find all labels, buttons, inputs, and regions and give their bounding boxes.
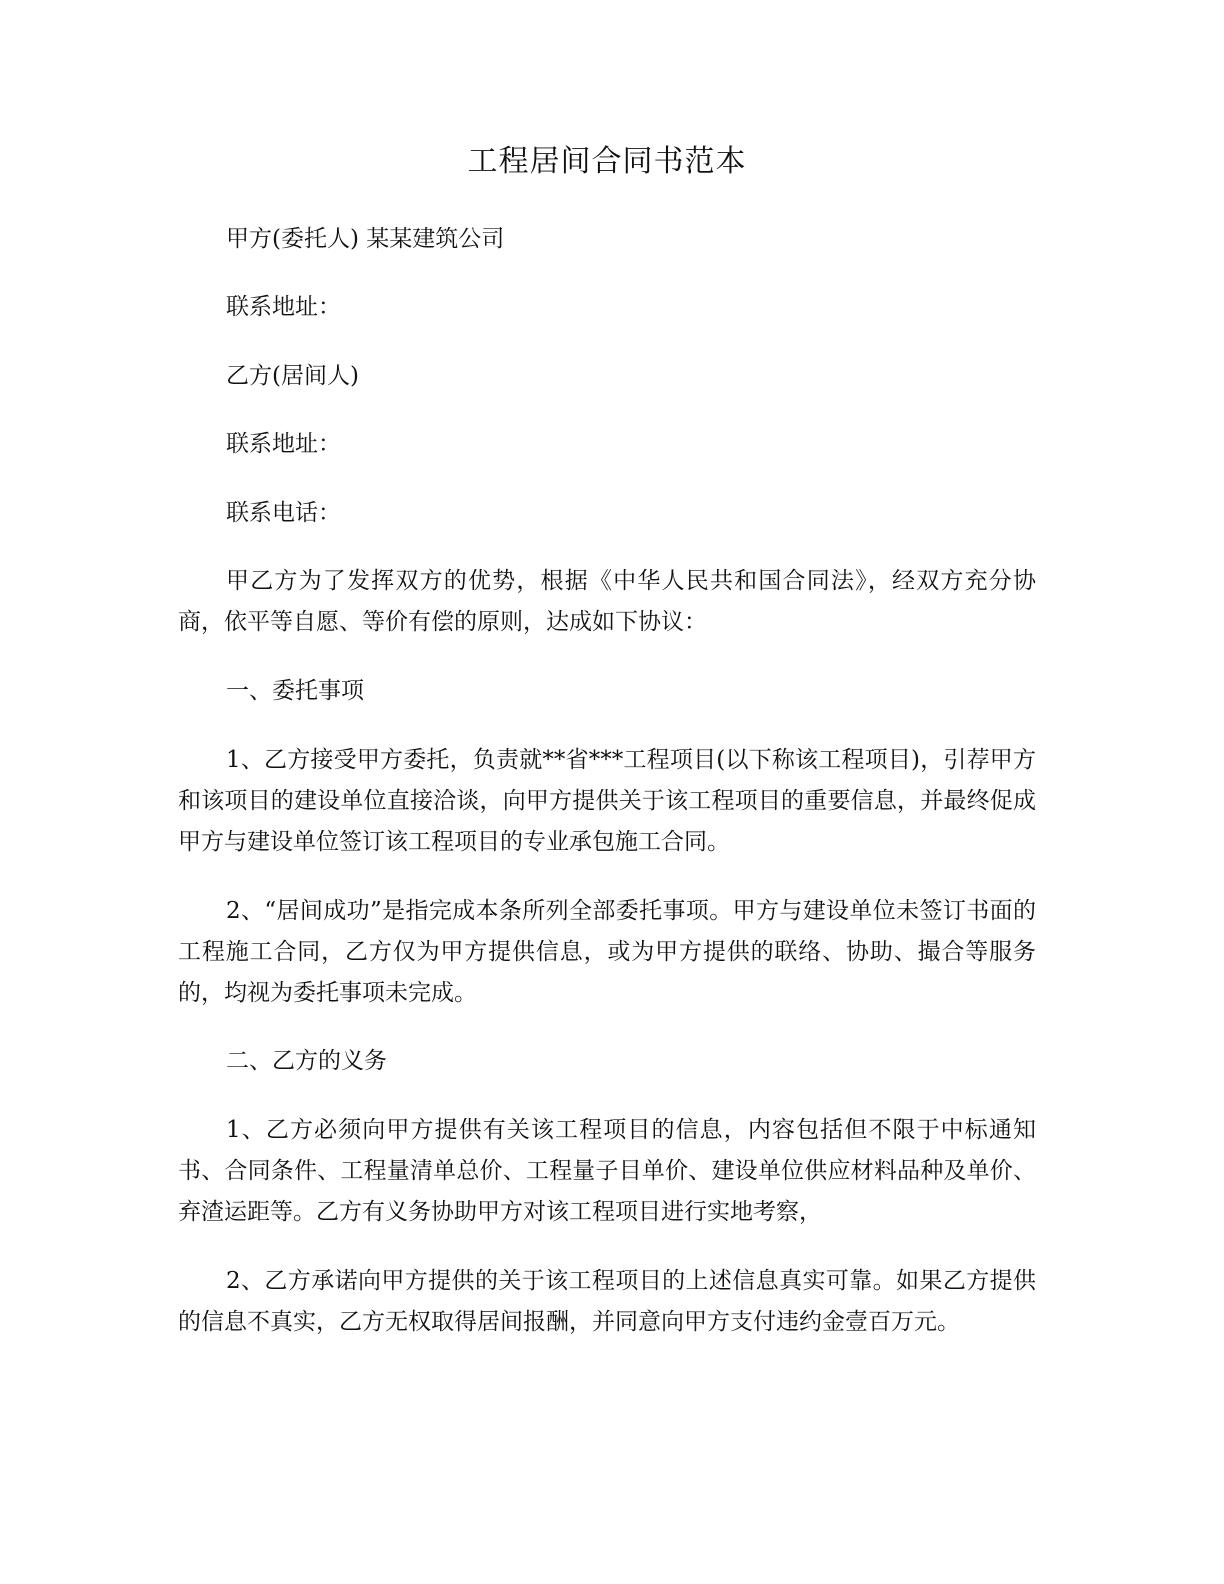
section-1-item-1: 1、乙方接受甲方委托，负责就**省***工程项目(以下称该工程项目)，引荐甲方和该项目的建设单位直接洽谈，向甲方提供关于该工程项目的重要信息，并最终促成甲方与建设单位签订该工程项目的专业承包施工合同。 [178,747,1036,855]
party-a-line: 甲方(委托人) 某某建筑公司 [226,226,505,252]
document-title: 工程居间合同书范本 [467,144,747,179]
section-1-heading: 一、委托事项 [226,678,364,704]
party-b-line: 乙方(居间人) [226,363,359,389]
party-a-address-line: 联系地址： [226,294,341,320]
preamble-paragraph: 甲乙方为了发挥双方的优势，根据《中华人民共和国合同法》，经双方充分协商，依平等自愿、等价有偿的原则，达成如下协议： [178,568,1036,635]
section-2-item-2: 2、乙方承诺向甲方提供的关于该工程项目的上述信息真实可靠。如果乙方提供的信息不真实，乙方无权取得居间报酬，并同意向甲方支付违约金壹百万元。 [178,1268,1036,1335]
section-2-heading: 二、乙方的义务 [226,1048,387,1074]
section-2-item-1: 1、乙方必须向甲方提供有关该工程项目的信息，内容包括但不限于中标通知书、合同条件、工程量清单总价、工程量子目单价、建设单位供应材料品种及单价、弃渣运距等。乙方有义务协助甲方对该工程项目进行实地考察， [178,1117,1036,1225]
party-b-address-line: 联系地址： [226,431,341,457]
section-1-item-2: 2、“居间成功”是指完成本条所列全部委托事项。甲方与建设单位未签订书面的工程施工合同，乙方仅为甲方提供信息，或为甲方提供的联络、协助、撮合等服务的，均视为委托事项未完成。 [178,898,1036,1006]
party-b-phone-line: 联系电话： [226,500,341,526]
